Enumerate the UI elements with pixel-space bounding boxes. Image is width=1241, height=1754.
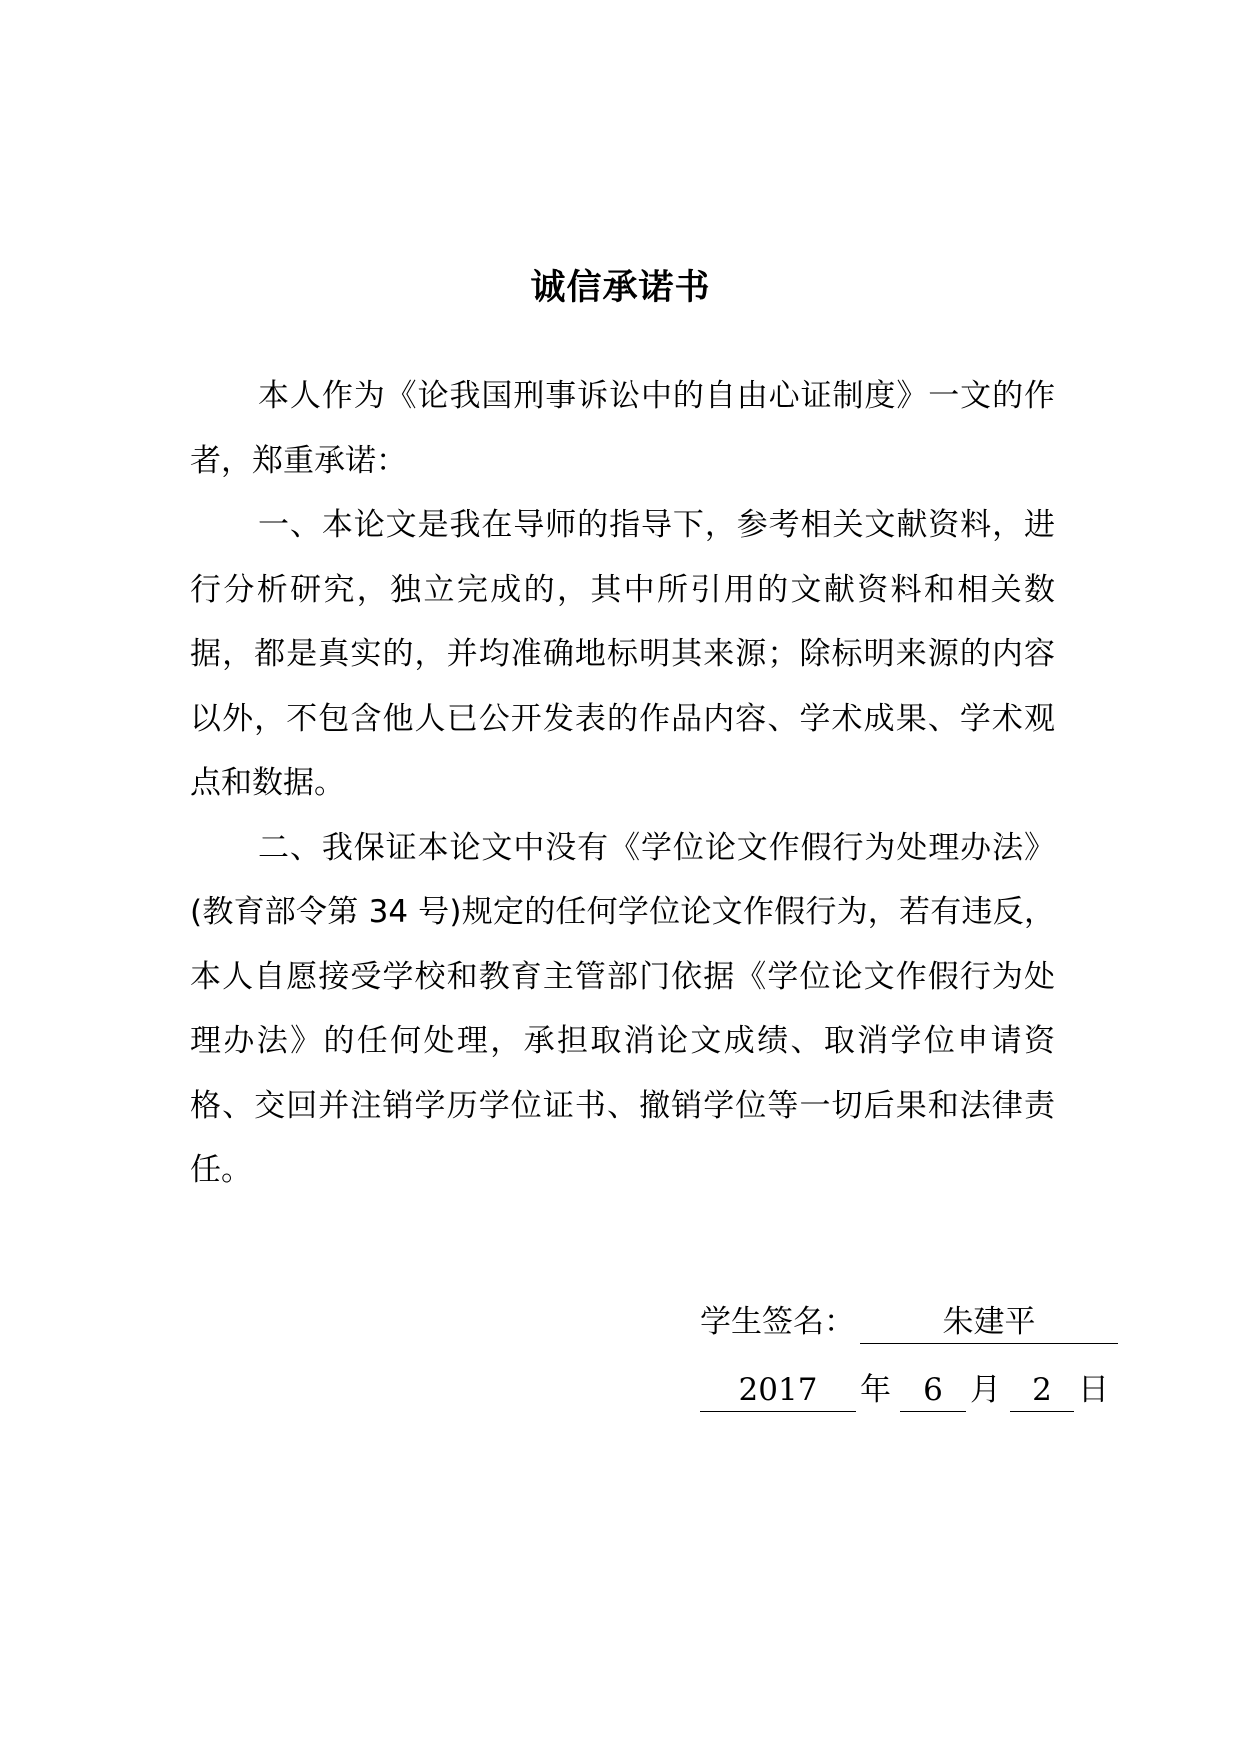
date-day: 2	[1010, 1368, 1074, 1412]
date-year: 2017	[700, 1368, 856, 1412]
signature-row	[700, 1300, 1120, 1344]
date-year-unit: 年	[860, 1372, 891, 1408]
commitment-paragraph-1: 一、本论文是我在导师的指导下，参考相关文献资料，进行分析研究，独立完成的，其中所引用的文献资料和相关数据，都是真实的，并均准确地标明其来源；除标明来源的内容以外，不包含他人已公开发表的作品内容、学术成果、学术观点和数据。	[190, 507, 1055, 801]
commitment-paragraph-2: 二、我保证本论文中没有《学位论文作假行为处理办法》(教育部令第 34 号)规定的任何学位论文作假行为，若有违反，本人自愿接受学校和教育主管部门依据《学位论文作假行为处理办法》的任何处理，承担取消论文成绩、取消学位申请资格、交回并注销学历学位证书、撤销学位等一切后果和法律责任。	[190, 829, 1055, 1188]
signature-label: 学生签名：	[700, 1304, 855, 1340]
date-day-unit: 日	[1078, 1372, 1109, 1408]
intro-paragraph: 本人作为《论我国刑事诉讼中的自由心证制度》一文的作者，郑重承诺：	[190, 378, 1055, 479]
signature-name: 朱建平	[860, 1300, 1118, 1344]
date-row	[700, 1368, 1120, 1412]
date-month: 6	[900, 1368, 966, 1412]
document-body	[190, 364, 1055, 1203]
document-title: 诚信承诺书	[530, 268, 711, 308]
date-month-unit: 月	[970, 1372, 1001, 1408]
